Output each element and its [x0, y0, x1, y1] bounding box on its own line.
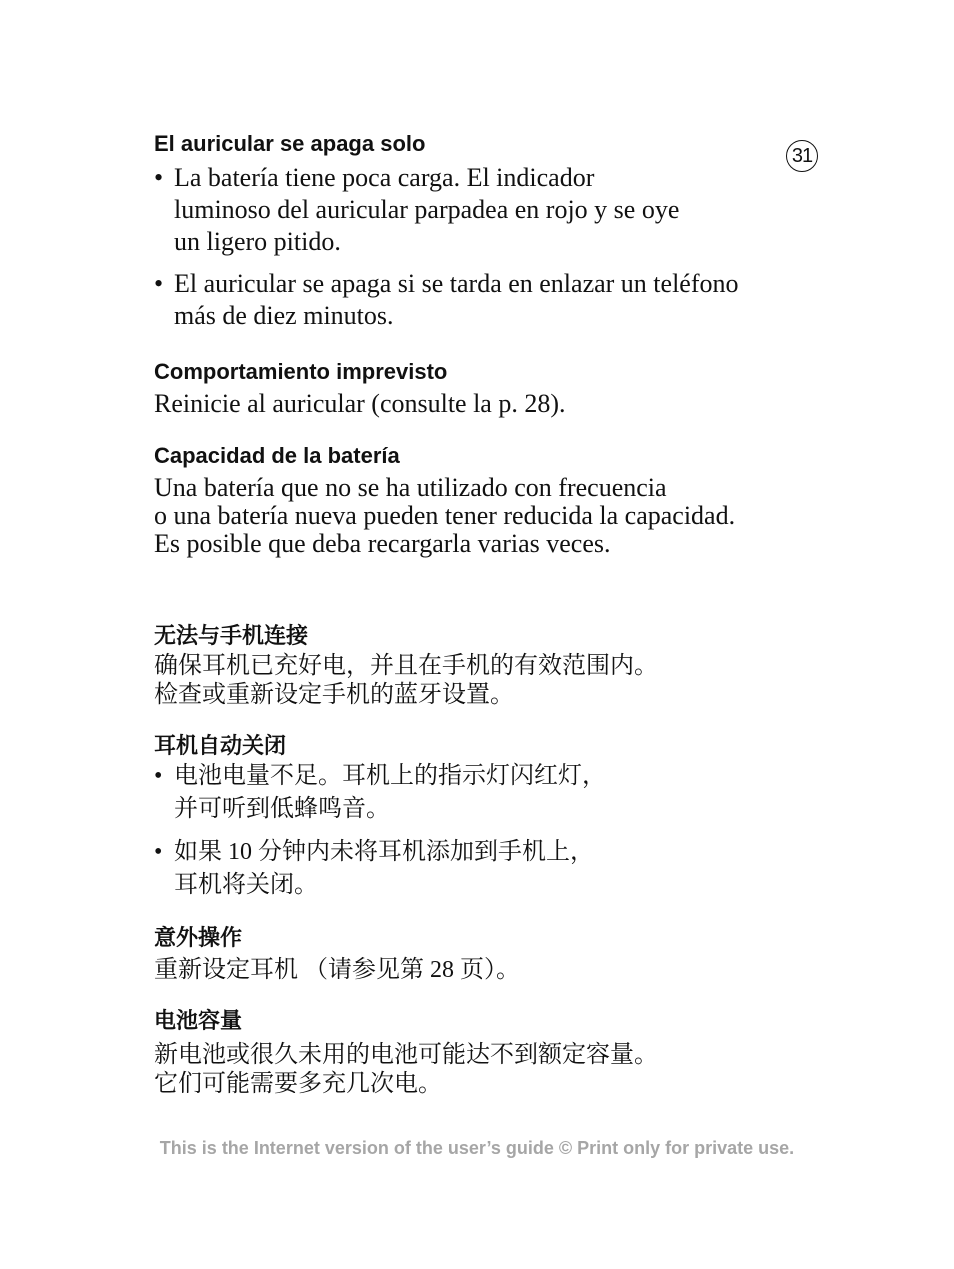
bullet-low-battery [154, 164, 804, 256]
section-title-unexpected-behaviour: Comportamiento imprevisto [154, 359, 448, 384]
text-line: o una batería nueva pueden tener reducida la capacidad. [154, 501, 736, 530]
text-line: • La batería tiene poca carga. El indicador [174, 163, 595, 192]
paragraph-reset [154, 390, 804, 418]
text-line: luminoso del auricular parpadea en rojo y se oye [174, 195, 680, 224]
text-line: más de diez minutos. [174, 301, 394, 330]
text-line: • 电池电量不足。耳机上的指示灯闪红灯， [174, 763, 606, 789]
paragraph-battery-capacity [154, 474, 804, 558]
paragraph-battery-capacity-cn [154, 1041, 804, 1099]
text-line: • El auricular se apaga si se tarda en enlazar un teléfono [174, 269, 739, 298]
text-line: un ligero pitido. [174, 227, 341, 256]
footer-notice: This is the Internet version of the user’s guide © Print only for private use. [159, 1138, 795, 1158]
bullet-low-battery-cn [154, 762, 804, 824]
text-line: 它们可能需要多充几次电。 [154, 1071, 442, 1097]
section-title-battery-capacity: Capacidad de la batería [154, 443, 400, 468]
paragraph-reset-cn [154, 956, 804, 985]
paragraph-cannot-connect [154, 652, 804, 710]
section-title-auto-off: 耳机自动关闭 [154, 733, 287, 758]
text-line: Reinicie al auricular (consulte la p. 28). [154, 389, 566, 418]
text-line: 重新设定耳机 （请参见第 28 页）。 [154, 957, 520, 983]
section-title-unexpected-operation: 意外操作 [154, 925, 243, 950]
bullet-pairing-timeout-cn [154, 838, 804, 900]
text-line: 并可听到低蜂鸣音。 [174, 796, 390, 822]
text-line: 检查或重新设定手机的蓝牙设置。 [154, 682, 514, 708]
page-number: 31 [786, 140, 818, 172]
manual-content [154, 130, 804, 1099]
text-line: 确保耳机已充好电，并且在手机的有效范围内。 [154, 653, 658, 679]
section-title-battery-capacity-cn: 电池容量 [154, 1008, 243, 1033]
text-line: 新电池或很久未用的电池可能达不到额定容量。 [154, 1042, 658, 1068]
text-line: Una batería que no se ha utilizado con frecuencia [154, 473, 667, 502]
section-title-cannot-connect: 无法与手机连接 [154, 623, 309, 648]
bullet-pairing-timeout [154, 270, 804, 330]
section-title-headset-turns-off: El auricular se apaga solo [154, 131, 426, 156]
text-line: • 如果 10 分钟内未将耳机添加到手机上， [174, 839, 594, 865]
text-line: Es posible que deba recargarla varias veces. [154, 529, 611, 558]
text-line: 耳机将关闭。 [174, 872, 318, 898]
